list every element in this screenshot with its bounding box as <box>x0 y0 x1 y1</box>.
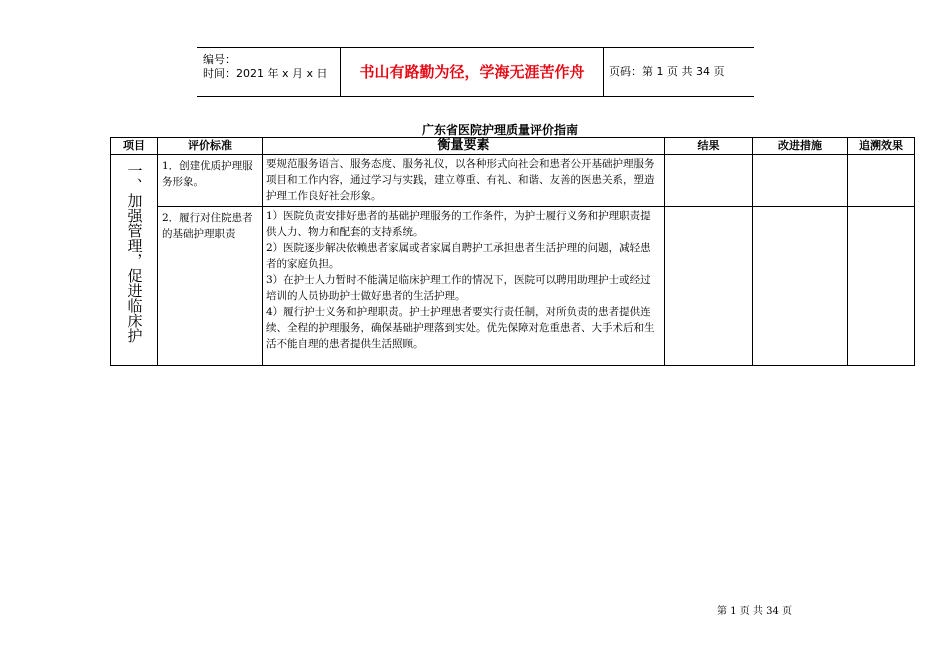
category-cell <box>111 155 158 366</box>
requirement-item: 2）医院逐步解决依赖患者家属或者家属自聘护工承担患者生活护理的问题，减轻患者的家庭负担。 <box>266 242 651 270</box>
requirements-cell <box>263 155 665 207</box>
col-header-standard: 评价标准 <box>158 138 263 155</box>
requirement-item: 3）在护士人力暂时不能满足临床护理工作的情况下，医院可以聘用助理护士或经过培训的人员协助护士做好患者的生活护理。 <box>266 274 651 302</box>
header-page-code: 页码：第 1 页 共 34 页 <box>609 65 725 78</box>
standard-cell <box>158 155 263 207</box>
standard-cell <box>158 207 263 366</box>
standard-text: 1．创建优质护理服务形象。 <box>162 160 253 188</box>
followup-cell <box>848 155 915 207</box>
improvement-cell <box>753 155 848 207</box>
requirement-text: 要规范服务语言、服务态度、服务礼仪，以各种形式向社会和患者公开基础护理服务项目和工作内容，通过学习与实践，建立尊重、有礼、和谐、友善的医患关系，塑造护理工作良好社会形象。 <box>266 158 655 202</box>
requirement-item: 1）医院负责安排好患者的基础护理服务的工作条件，为护士履行义务和护理职责提供人力、物力和配套的支持系统。 <box>266 210 651 238</box>
col-header-improvement: 改进措施 <box>753 138 848 155</box>
improvement-cell <box>753 207 848 366</box>
header-info <box>197 48 340 96</box>
category-label: 一、加强管理，促进临床护 <box>125 163 144 343</box>
document-title: 广东省医院护理质量评价指南 <box>421 123 578 137</box>
requirement-item: 4）履行护士义务和护理职责。护士护理患者要实行责任制，对所负责的患者提供连续、全程的护理服务，确保基础护理落到实处。优先保障对危重患者、大手术后和生活不能自理的患者提供生活照顾。 <box>266 306 655 350</box>
result-cell <box>665 207 753 366</box>
result-cell <box>665 155 753 207</box>
table-header-row <box>111 138 915 155</box>
col-header-result: 结果 <box>665 138 753 155</box>
table-row <box>111 155 915 207</box>
col-header-item: 项目 <box>111 138 158 155</box>
header-motto: 书山有路勤为径，学海无涯苦作舟 <box>340 48 604 96</box>
standard-text: 2．履行对住院患者的基础护理职责 <box>162 212 253 240</box>
table-row <box>111 207 915 366</box>
requirements-cell <box>263 207 665 366</box>
col-header-requirements: 衡量要素 <box>263 138 665 155</box>
page-header <box>197 47 754 97</box>
followup-cell <box>848 207 915 366</box>
doc-number-label: 编号： <box>203 53 236 66</box>
col-header-followup: 追溯效果 <box>848 138 915 155</box>
evaluation-table <box>110 137 915 366</box>
doc-time-label: 时间：2021 年 x 月 x 日 <box>203 67 328 80</box>
page-footer: 第 1 页 共 34 页 <box>717 606 792 617</box>
